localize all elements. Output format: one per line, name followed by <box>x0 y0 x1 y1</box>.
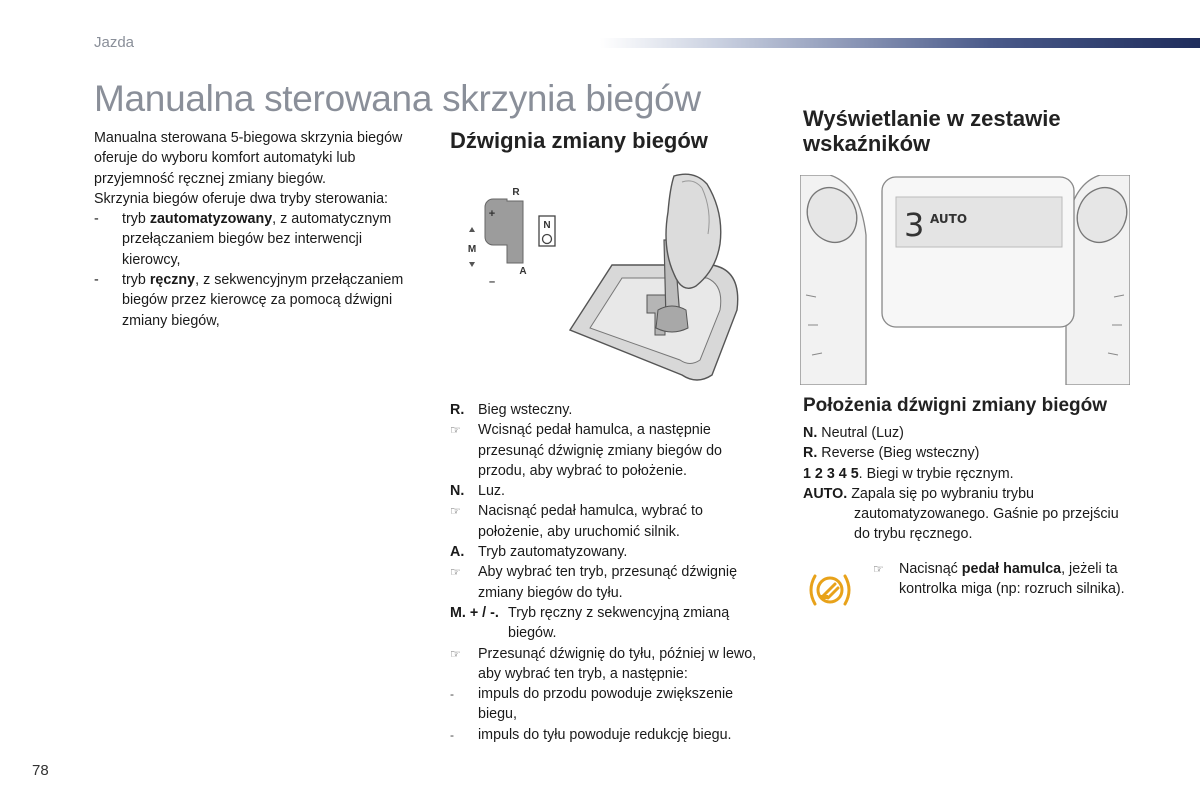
header-bar <box>600 38 1200 48</box>
arrow-down-icon <box>469 262 475 267</box>
legend-n: N. Neutral (Luz) <box>803 425 904 441</box>
position-n-step: ☞ Nacisnąć pedał hamulca, wybrać to położenie, aby uruchomić silnik. <box>450 503 703 540</box>
gear-gate-diagram <box>455 175 573 285</box>
legend-gears: 1 2 3 4 5. Biegi w trybie ręcznym. <box>803 465 1014 482</box>
legend-auto-cont: zautomatyzowanego. Gaśnie po przejściu do trybu ręcznego. <box>854 506 1119 543</box>
gate-label-r: R <box>512 187 520 198</box>
position-m: M. + / -. Tryb ręczny z sekwencyjną zmianą biegów. <box>450 604 730 642</box>
instrument-cluster-illustration <box>800 175 1130 385</box>
legend-r: R. Reverse (Bieg wsteczny) <box>803 445 980 462</box>
position-a: A. Tryb zautomatyzowany. <box>450 544 628 561</box>
position-a-step: ☞ Aby wybrać ten tryb, przesunąć dźwignię zmiany biegów do tyłu. <box>450 564 738 601</box>
position-m-sub2: - impuls do tyłu powoduje redukcję biegu. <box>450 726 732 743</box>
intro-text <box>94 128 424 331</box>
gate-label-n: N <box>543 220 551 231</box>
gear-lever-illustration <box>562 170 752 385</box>
page-title: Manualna sterowana skrzynia biegów <box>94 78 701 119</box>
brake-pedal-warning-icon <box>806 571 854 609</box>
gate-label-a: A <box>519 266 527 277</box>
position-m-sub1: - impuls do przodu powoduje zwiększenie biegu, <box>450 686 734 723</box>
brake-note: ☞ Nacisnąć pedał hamulca, jeżeli ta kontrolka miga (np: rozruch silnika). <box>873 561 1125 598</box>
hand-pointer-icon: ☞ <box>873 562 884 576</box>
position-n: N. Luz. <box>450 483 506 500</box>
display-auto-indicator: AUTO <box>930 212 968 226</box>
boot <box>656 306 688 332</box>
lever-heading: Dźwignia zmiany biegów <box>450 128 708 153</box>
mode-item-manual: - tryb ręczny, z sekwencyjnym przełączaniem biegów przez kierowcę za pomocą dźwigni zmiany biegów, <box>94 270 424 331</box>
legend-heading: Położenia dźwigni zmiany biegów <box>803 395 1108 416</box>
hand-pointer-icon: ☞ <box>450 565 461 580</box>
position-m-step: ☞ Przesunąć dźwignię do tyłu, później w lewo, aby wybrać ten tryb, a następnie: <box>450 645 757 682</box>
hand-pointer-icon: ☞ <box>450 423 461 438</box>
position-r-step: ☞ Wcisnąć pedał hamulca, a następnie przesunąć dźwignię zmiany biegów do przodu, aby wybrać to położenie. <box>450 422 722 479</box>
gate-label-plus: + <box>488 208 496 220</box>
intro-modes: Skrzynia biegów oferuje dwa tryby sterowania: <box>94 190 389 207</box>
position-r: R. Bieg wsteczny. <box>450 402 573 418</box>
page-number: 78 <box>32 762 49 779</box>
gate-label-m: M <box>467 244 477 255</box>
positions-list <box>450 400 770 745</box>
hand-pointer-icon: ☞ <box>450 504 461 519</box>
gate-label-minus: – <box>488 276 496 285</box>
mode-item-auto: - tryb zautomatyzowany, z automatycznym przełączaniem biegów bez interwencji kierowcy, <box>94 209 424 270</box>
section-label: Jazda <box>94 34 135 51</box>
legend-list <box>803 423 1133 545</box>
intro-paragraph: Manualna sterowana 5-biegowa skrzynia biegów oferuje do wyboru komfort automatyki lub przyjemność ręcznej zmiany biegów. <box>94 130 403 187</box>
hand-pointer-icon: ☞ <box>450 646 461 661</box>
display-gear-digit: 3 <box>904 206 925 244</box>
arrow-up-icon <box>469 227 475 232</box>
legend-auto: AUTO. Zapala się po wybraniu trybu <box>803 485 1034 502</box>
display-heading: Wyświetlanie w zestawie wskaźników <box>803 106 1061 156</box>
